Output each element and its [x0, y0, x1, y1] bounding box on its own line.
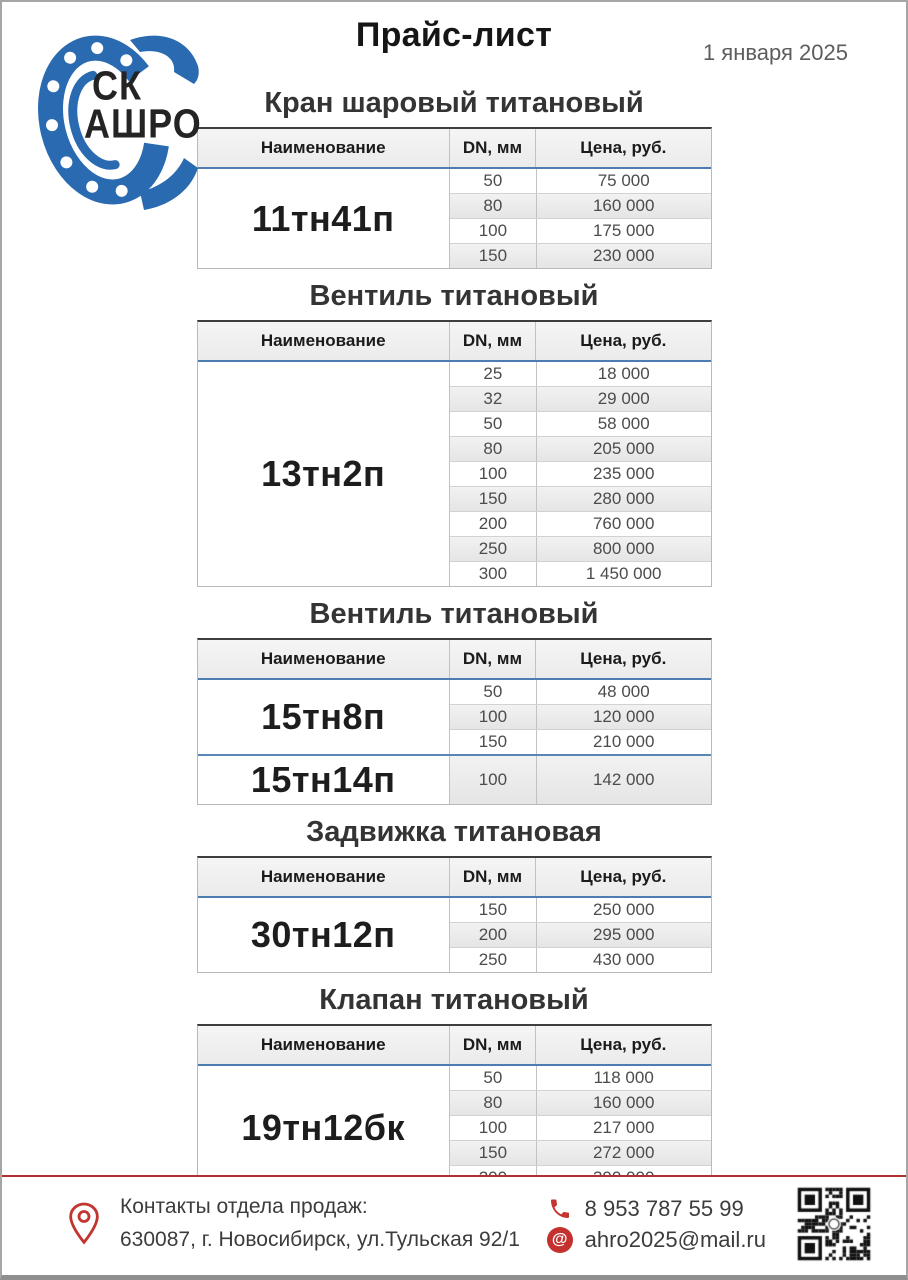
- column-header-dn: DN, мм: [449, 1026, 536, 1064]
- price-table: [197, 1024, 712, 1191]
- phone-icon: [545, 1197, 575, 1221]
- date-label: 1 января 2025: [702, 40, 848, 65]
- table-row: [450, 1090, 711, 1115]
- contacts-label: Контакты отдела продаж:: [120, 1195, 368, 1219]
- product-name: 15тн8п: [261, 696, 386, 737]
- table-row: [450, 486, 711, 511]
- table-row: [450, 1140, 711, 1165]
- table-row: [450, 1115, 711, 1140]
- dn-value: 150: [450, 244, 537, 268]
- dn-value: 100: [450, 756, 537, 804]
- sections-container: [2, 87, 906, 1191]
- price-section: [2, 598, 906, 805]
- price-value: 295 000: [592, 925, 655, 944]
- dn-value: 25: [450, 362, 537, 386]
- dn-value: 150: [450, 487, 537, 511]
- price-value: 760 000: [592, 514, 655, 533]
- table-row: [450, 536, 711, 561]
- price-value: 280 000: [592, 489, 655, 508]
- table-row: [450, 362, 711, 386]
- address-text: 630087, г. Новосибирск, ул.Тульская 92/1: [120, 1228, 520, 1251]
- contacts-block: [64, 1191, 520, 1256]
- table-row: [450, 704, 711, 729]
- dn-value: 250: [450, 537, 537, 561]
- product-name: 30тн12п: [250, 914, 396, 955]
- dn-value: 150: [450, 730, 537, 754]
- table-header-row: [198, 322, 711, 362]
- column-header-name: Наименование: [260, 138, 386, 157]
- price-value: 230 000: [592, 246, 655, 265]
- product-name: 13тн2п: [261, 453, 386, 494]
- table-row: [450, 169, 711, 193]
- column-header-price: Цена, руб.: [580, 138, 667, 157]
- dn-value: 50: [450, 169, 537, 193]
- table-row: [450, 1066, 711, 1090]
- column-header-price: Цена, руб.: [580, 331, 667, 350]
- price-value: 160 000: [592, 196, 655, 215]
- column-header-price: Цена, руб.: [580, 867, 667, 886]
- table-row: [450, 243, 711, 268]
- price-value: 800 000: [592, 539, 655, 558]
- price-section: [2, 280, 906, 587]
- table-row: [450, 218, 711, 243]
- table-header-row: [198, 129, 711, 169]
- dn-value: 200: [450, 512, 537, 536]
- email-address: ahro2025@mail.ru: [584, 1226, 766, 1252]
- table-row: [450, 947, 711, 972]
- table-row: [450, 756, 711, 804]
- price-table: [197, 856, 712, 973]
- column-header-dn: DN, мм: [449, 858, 536, 896]
- section-title: Кран шаровый титановый: [264, 87, 644, 119]
- dn-value: 80: [450, 194, 537, 218]
- dn-value: 32: [450, 387, 537, 411]
- section-title: Вентиль титановый: [309, 280, 599, 312]
- price-value: 272 000: [592, 1143, 655, 1162]
- price-value: 430 000: [592, 950, 655, 969]
- section-title: Клапан титановый: [319, 984, 589, 1016]
- phone-number: 8 953 787 55 99: [584, 1195, 744, 1221]
- product-name: 15тн14п: [250, 759, 396, 800]
- dn-value: 250: [450, 948, 537, 972]
- price-value: 142 000: [592, 770, 655, 789]
- rows-area: [449, 1066, 711, 1190]
- rows-area: [449, 898, 711, 972]
- price-value: 235 000: [592, 464, 655, 483]
- dn-value: 100: [450, 462, 537, 486]
- table-row: [450, 898, 711, 922]
- price-value: 175 000: [592, 221, 655, 240]
- product-group: [198, 754, 711, 804]
- column-header-name: Наименование: [260, 867, 386, 886]
- page-title: Прайс-лист: [355, 16, 553, 54]
- price-value: 205 000: [592, 439, 655, 458]
- table-row: [450, 411, 711, 436]
- dn-value: 100: [450, 705, 537, 729]
- column-header-name: Наименование: [260, 649, 386, 668]
- price-value: 48 000: [597, 682, 650, 701]
- price-value: 120 000: [592, 707, 655, 726]
- price-value: 58 000: [597, 414, 650, 433]
- price-value: 1 450 000: [585, 564, 662, 583]
- product-group: [198, 1066, 711, 1190]
- dn-value: 300: [450, 562, 537, 586]
- rows-area: [449, 362, 711, 586]
- at-icon: @: [545, 1227, 575, 1253]
- dn-value: 100: [450, 1116, 537, 1140]
- price-value: 75 000: [597, 171, 650, 190]
- logo-text-line2: АШРО: [84, 100, 202, 147]
- dn-value: 150: [450, 1141, 537, 1165]
- table-row: [450, 922, 711, 947]
- location-pin-icon: [64, 1199, 104, 1249]
- price-value: 217 000: [592, 1118, 655, 1137]
- dn-value: 50: [450, 1066, 537, 1090]
- price-section: [2, 984, 906, 1191]
- table-header-row: [198, 640, 711, 680]
- table-row: [450, 729, 711, 754]
- section-title: Задвижка титановая: [306, 816, 602, 848]
- product-group: [198, 362, 711, 586]
- rows-area: [449, 169, 711, 268]
- price-value: 18 000: [597, 364, 650, 383]
- table-header-row: [198, 858, 711, 898]
- table-row: [450, 511, 711, 536]
- column-header-price: Цена, руб.: [580, 1035, 667, 1054]
- table-row: [450, 386, 711, 411]
- product-group: [198, 169, 711, 268]
- dn-value: 150: [450, 898, 537, 922]
- price-value: 29 000: [597, 389, 650, 408]
- table-row: [450, 436, 711, 461]
- price-table: [197, 127, 712, 269]
- column-header-name: Наименование: [260, 1035, 386, 1054]
- dn-value: 80: [450, 1091, 537, 1115]
- logo-text-line1: СК: [92, 62, 142, 109]
- product-name: 19тн12бк: [241, 1107, 406, 1148]
- product-group: [198, 680, 711, 754]
- qr-code: [796, 1186, 872, 1262]
- product-group: [198, 898, 711, 972]
- table-row: [450, 680, 711, 704]
- rows-area: [449, 756, 711, 804]
- column-header-price: Цена, руб.: [580, 649, 667, 668]
- column-header-dn: DN, мм: [449, 322, 536, 360]
- footer: [2, 1175, 906, 1275]
- dn-value: 100: [450, 219, 537, 243]
- rows-area: [449, 680, 711, 754]
- price-value: 250 000: [592, 900, 655, 919]
- price-value: 118 000: [593, 1068, 654, 1087]
- column-header-dn: DN, мм: [449, 129, 536, 167]
- price-value: 210 000: [592, 732, 655, 751]
- product-name: 11тн41п: [251, 197, 395, 239]
- company-logo: [22, 22, 234, 218]
- table-row: [450, 461, 711, 486]
- table-header-row: [198, 1026, 711, 1066]
- dn-value: 80: [450, 437, 537, 461]
- dn-value: 50: [450, 412, 537, 436]
- dn-value: 200: [450, 923, 537, 947]
- section-title: Вентиль титановый: [309, 598, 599, 630]
- dn-value: 50: [450, 680, 537, 704]
- price-section: [2, 816, 906, 973]
- column-header-dn: DN, мм: [449, 640, 536, 678]
- table-row: [450, 193, 711, 218]
- column-header-name: Наименование: [260, 331, 386, 350]
- price-table: [197, 638, 712, 805]
- price-value: 160 000: [592, 1093, 655, 1112]
- contact-details: [545, 1191, 766, 1258]
- price-table: [197, 320, 712, 587]
- table-row: [450, 561, 711, 586]
